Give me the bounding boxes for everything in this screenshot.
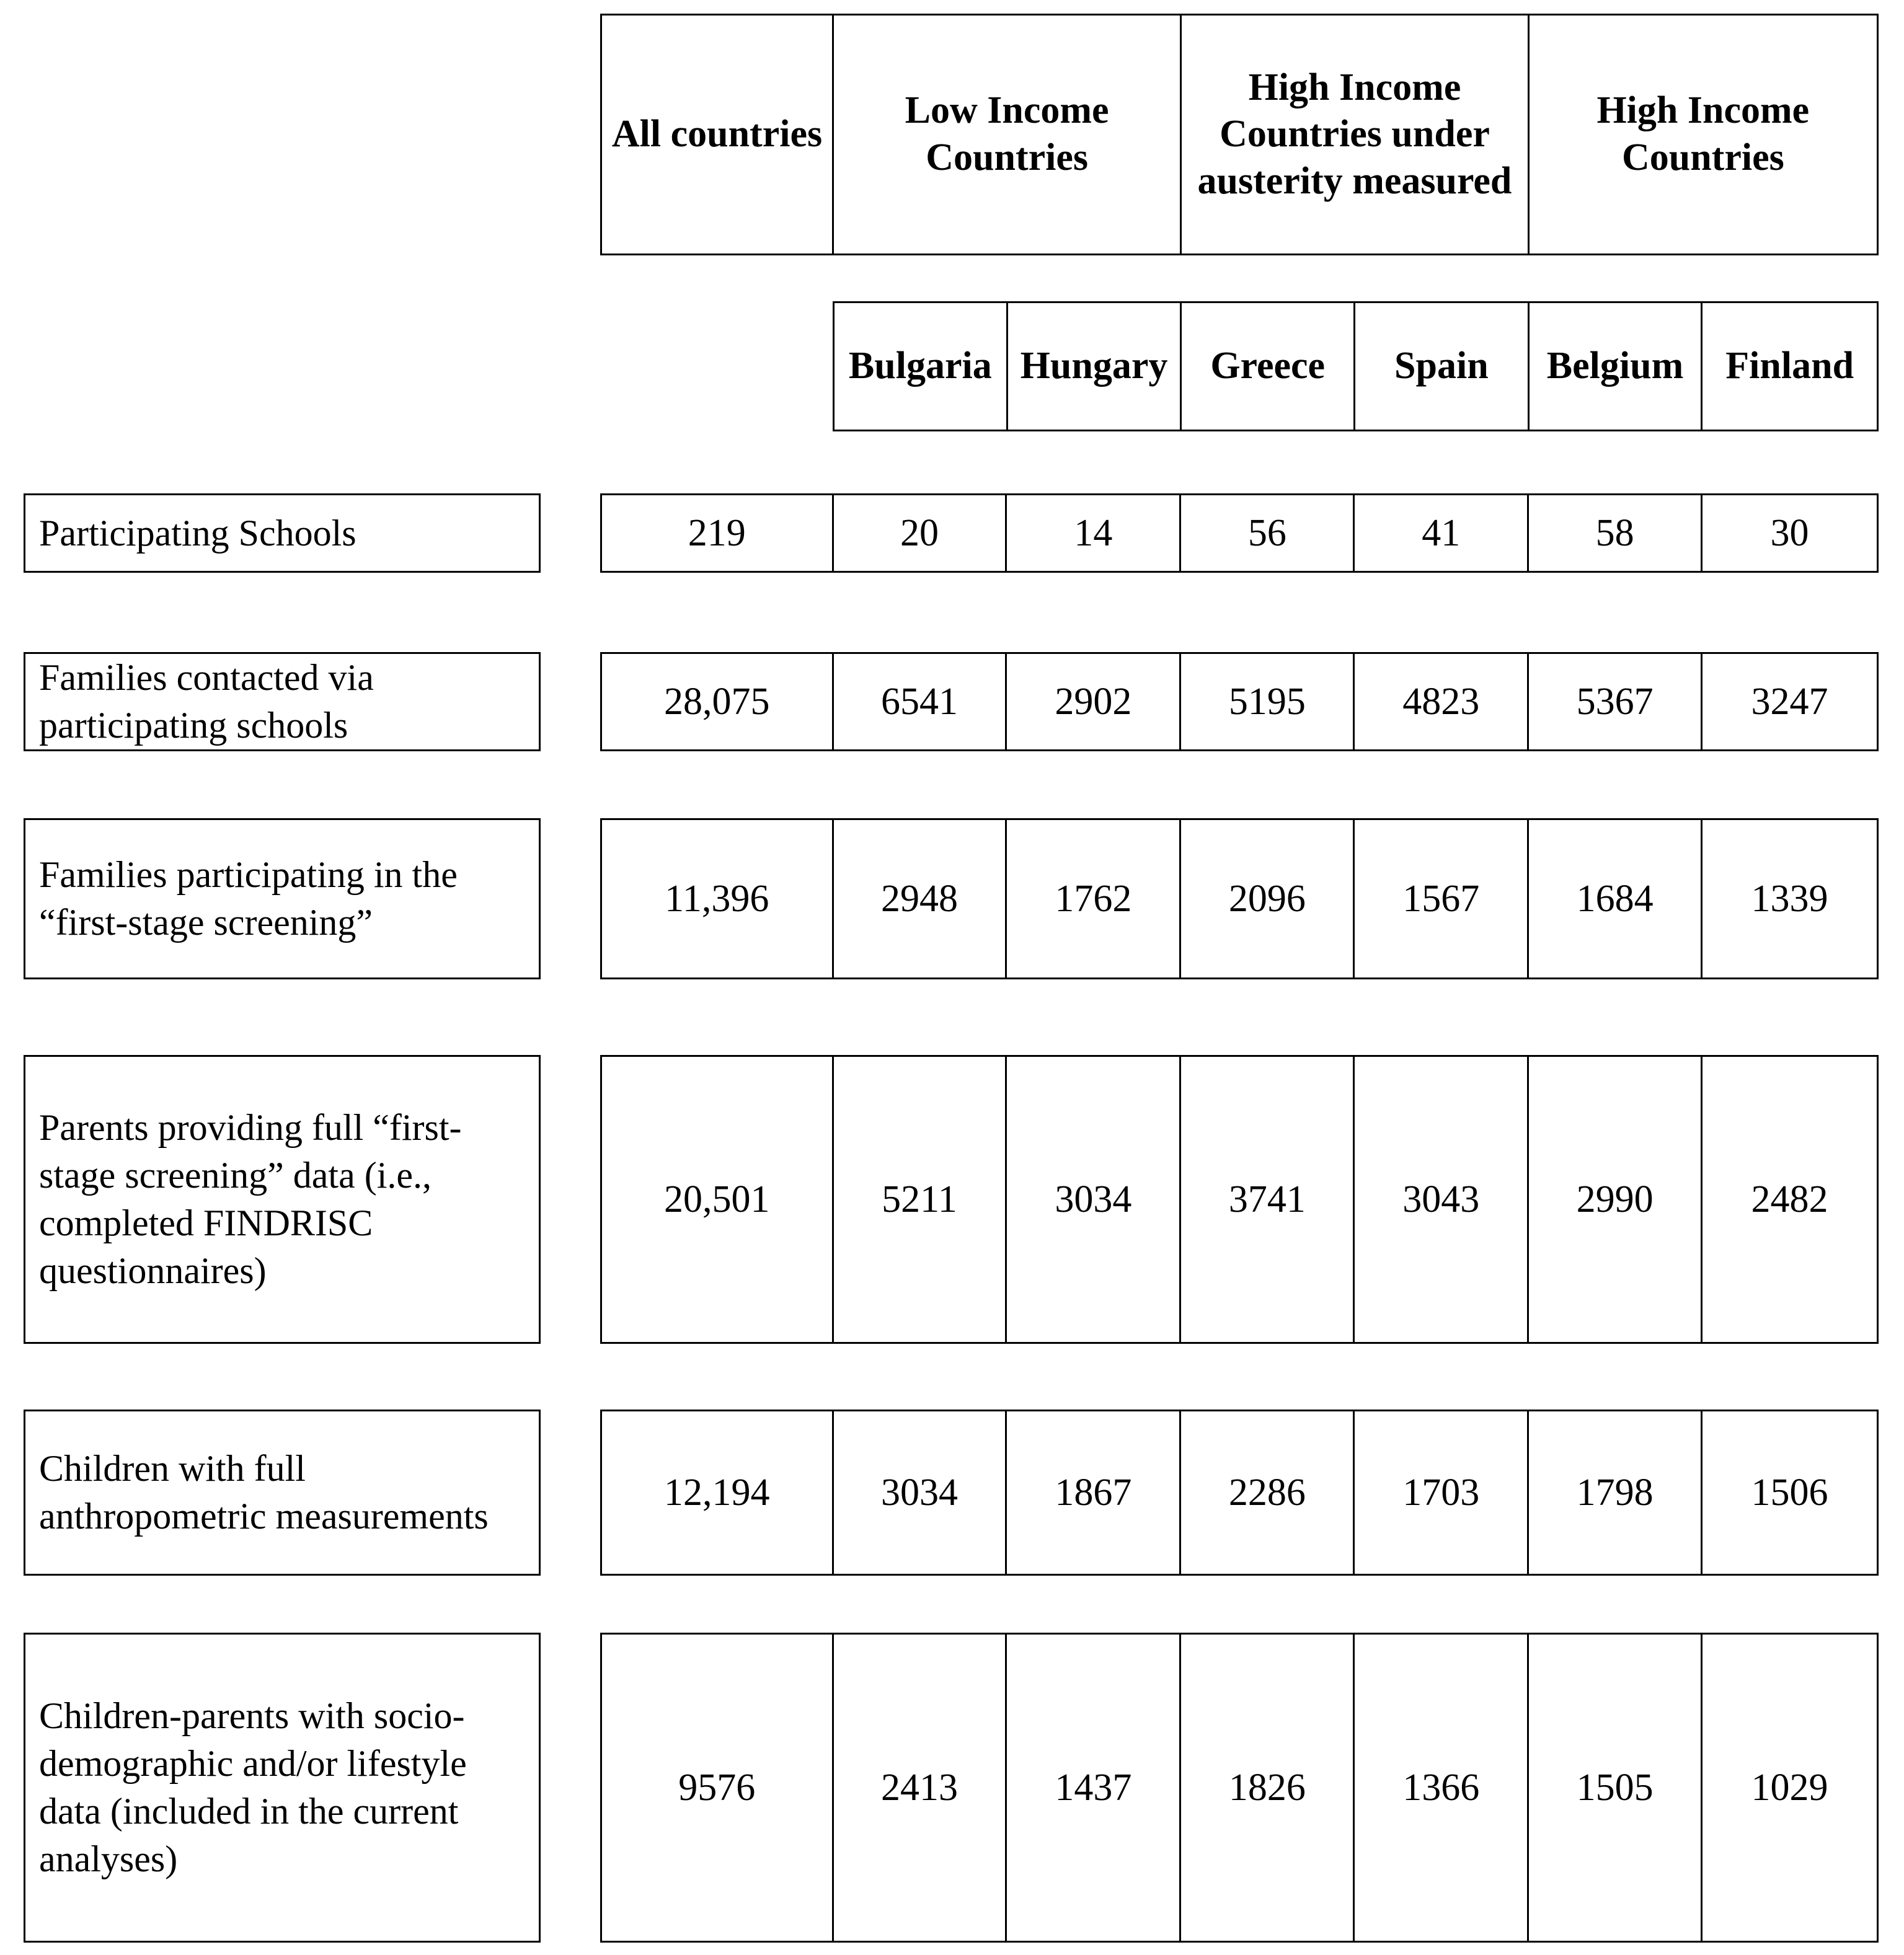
group-header-high-income-austerity xyxy=(1182,15,1529,254)
cell-value: 2902 xyxy=(1055,680,1132,723)
country-header-label: Greece xyxy=(1210,345,1326,387)
cell-value: 12,194 xyxy=(664,1471,770,1514)
cell-value: 3034 xyxy=(881,1471,958,1514)
cell-value: 1762 xyxy=(1055,877,1132,920)
table-row xyxy=(600,652,1879,751)
table-row xyxy=(600,1410,1879,1576)
table-row-label xyxy=(24,1633,541,1943)
country-header-belgium xyxy=(1530,303,1703,430)
cell-hungary xyxy=(1007,1411,1181,1574)
table-row xyxy=(600,818,1879,979)
cell-all-countries xyxy=(602,495,834,571)
cell-belgium xyxy=(1529,1411,1703,1574)
cell-value: 41 xyxy=(1422,511,1461,554)
country-header-label: Bulgaria xyxy=(848,345,992,387)
cell-value: 2096 xyxy=(1228,877,1306,920)
cell-value: 2286 xyxy=(1228,1471,1306,1514)
group-header-label: Low Income Countries xyxy=(905,89,1109,179)
cell-hungary xyxy=(1007,1057,1181,1342)
cell-belgium xyxy=(1529,1057,1703,1342)
cell-spain xyxy=(1355,654,1529,749)
cell-value: 1505 xyxy=(1576,1766,1654,1809)
cell-value: 3741 xyxy=(1228,1178,1306,1220)
cell-value: 14 xyxy=(1074,511,1113,554)
cell-value: 219 xyxy=(688,511,746,554)
cell-value: 56 xyxy=(1247,511,1286,554)
cell-finland xyxy=(1703,495,1877,571)
cell-value: 5211 xyxy=(882,1178,957,1220)
group-header-all-countries xyxy=(602,15,834,254)
cell-value: 2990 xyxy=(1576,1178,1654,1220)
cell-bulgaria xyxy=(834,1057,1007,1342)
table-row xyxy=(600,493,1879,573)
cell-value: 1826 xyxy=(1228,1766,1306,1809)
country-header-hungary xyxy=(1008,303,1182,430)
country-header-spain xyxy=(1355,303,1530,430)
cell-spain xyxy=(1355,1411,1529,1574)
cell-belgium xyxy=(1529,1635,1703,1941)
cell-bulgaria xyxy=(834,495,1007,571)
cell-value: 2413 xyxy=(881,1766,958,1809)
cell-value: 11,396 xyxy=(665,877,769,920)
cell-value: 1867 xyxy=(1055,1471,1132,1514)
cell-value: 3247 xyxy=(1751,680,1828,723)
cell-hungary xyxy=(1007,495,1181,571)
country-header-label: Spain xyxy=(1394,345,1489,387)
cell-value: 30 xyxy=(1770,511,1809,554)
cell-value: 1437 xyxy=(1055,1766,1132,1809)
cell-value: 1703 xyxy=(1402,1471,1480,1514)
group-header-high-income xyxy=(1530,15,1877,254)
country-header-label: Finland xyxy=(1725,345,1854,387)
cell-greece xyxy=(1181,495,1355,571)
cell-value: 20 xyxy=(900,511,939,554)
cell-value: 6541 xyxy=(881,680,958,723)
cell-value: 1366 xyxy=(1402,1766,1480,1809)
group-header-label: All countries xyxy=(611,113,823,156)
group-header-label: High Income Countries xyxy=(1596,89,1810,179)
cell-greece xyxy=(1181,820,1355,978)
cell-greece xyxy=(1181,1635,1355,1941)
cell-all-countries xyxy=(602,1411,834,1574)
table-row-label xyxy=(24,1410,541,1576)
cell-greece xyxy=(1181,1411,1355,1574)
cell-bulgaria xyxy=(834,820,1007,978)
cell-value: 2948 xyxy=(881,877,958,920)
cell-greece xyxy=(1181,1057,1355,1342)
table-row-label xyxy=(24,493,541,573)
cell-all-countries xyxy=(602,654,834,749)
cell-value: 4823 xyxy=(1402,680,1480,723)
cell-value: 9576 xyxy=(678,1766,756,1809)
cell-belgium xyxy=(1529,495,1703,571)
group-header-label: High Income Countries under austerity measured xyxy=(1197,66,1512,202)
cell-bulgaria xyxy=(834,654,1007,749)
cell-value: 2482 xyxy=(1751,1178,1828,1220)
cell-finland xyxy=(1703,654,1877,749)
cell-hungary xyxy=(1007,1635,1181,1941)
table-row xyxy=(600,1633,1879,1943)
cell-finland xyxy=(1703,1635,1877,1941)
cell-all-countries xyxy=(602,1635,834,1941)
cell-finland xyxy=(1703,1411,1877,1574)
row-label-text: Families participating in the “first-stage screening” xyxy=(39,854,458,943)
cell-value: 3034 xyxy=(1055,1178,1132,1220)
cell-all-countries xyxy=(602,1057,834,1342)
cell-greece xyxy=(1181,654,1355,749)
cell-value: 1798 xyxy=(1576,1471,1654,1514)
row-label-text: Participating Schools xyxy=(39,512,356,554)
country-header-label: Belgium xyxy=(1546,345,1684,387)
cell-value: 20,501 xyxy=(664,1178,770,1220)
cell-value: 1506 xyxy=(1751,1471,1828,1514)
group-header-row xyxy=(600,14,1879,255)
cell-all-countries xyxy=(602,820,834,978)
cell-value: 3043 xyxy=(1402,1178,1480,1220)
row-label-text: Children-parents with socio-demographic and/or lifestyle data (included in the current analyses) xyxy=(39,1695,467,1879)
cell-belgium xyxy=(1529,820,1703,978)
cell-bulgaria xyxy=(834,1635,1007,1941)
cell-finland xyxy=(1703,820,1877,978)
row-label-text: Children with full anthropometric measurements xyxy=(39,1448,489,1537)
table-row-label xyxy=(24,818,541,979)
cell-spain xyxy=(1355,1635,1529,1941)
cell-spain xyxy=(1355,820,1529,978)
cell-hungary xyxy=(1007,820,1181,978)
cell-hungary xyxy=(1007,654,1181,749)
row-label-text: Families contacted via participating schools xyxy=(39,657,374,746)
table-row-label xyxy=(24,652,541,751)
cell-spain xyxy=(1355,1057,1529,1342)
cell-belgium xyxy=(1529,654,1703,749)
cell-value: 1567 xyxy=(1402,877,1480,920)
table-row xyxy=(600,1055,1879,1344)
table-row-label xyxy=(24,1055,541,1344)
cell-value: 28,075 xyxy=(664,680,770,723)
country-header-label: Hungary xyxy=(1020,345,1168,387)
cell-spain xyxy=(1355,495,1529,571)
cell-value: 1339 xyxy=(1751,877,1828,920)
cell-finland xyxy=(1703,1057,1877,1342)
country-header-row xyxy=(833,301,1879,431)
country-header-finland xyxy=(1703,303,1877,430)
cell-value: 5195 xyxy=(1228,680,1306,723)
cell-value: 1684 xyxy=(1576,877,1654,920)
country-header-bulgaria xyxy=(835,303,1008,430)
row-label-text: Parents providing full “first-stage screening” data (i.e., completed FINDRISC questionnaires) xyxy=(39,1107,462,1291)
country-header-greece xyxy=(1182,303,1355,430)
cell-value: 5367 xyxy=(1576,680,1654,723)
cell-value: 1029 xyxy=(1751,1766,1828,1809)
cell-value: 58 xyxy=(1595,511,1634,554)
cell-bulgaria xyxy=(834,1411,1007,1574)
group-header-low-income xyxy=(834,15,1182,254)
